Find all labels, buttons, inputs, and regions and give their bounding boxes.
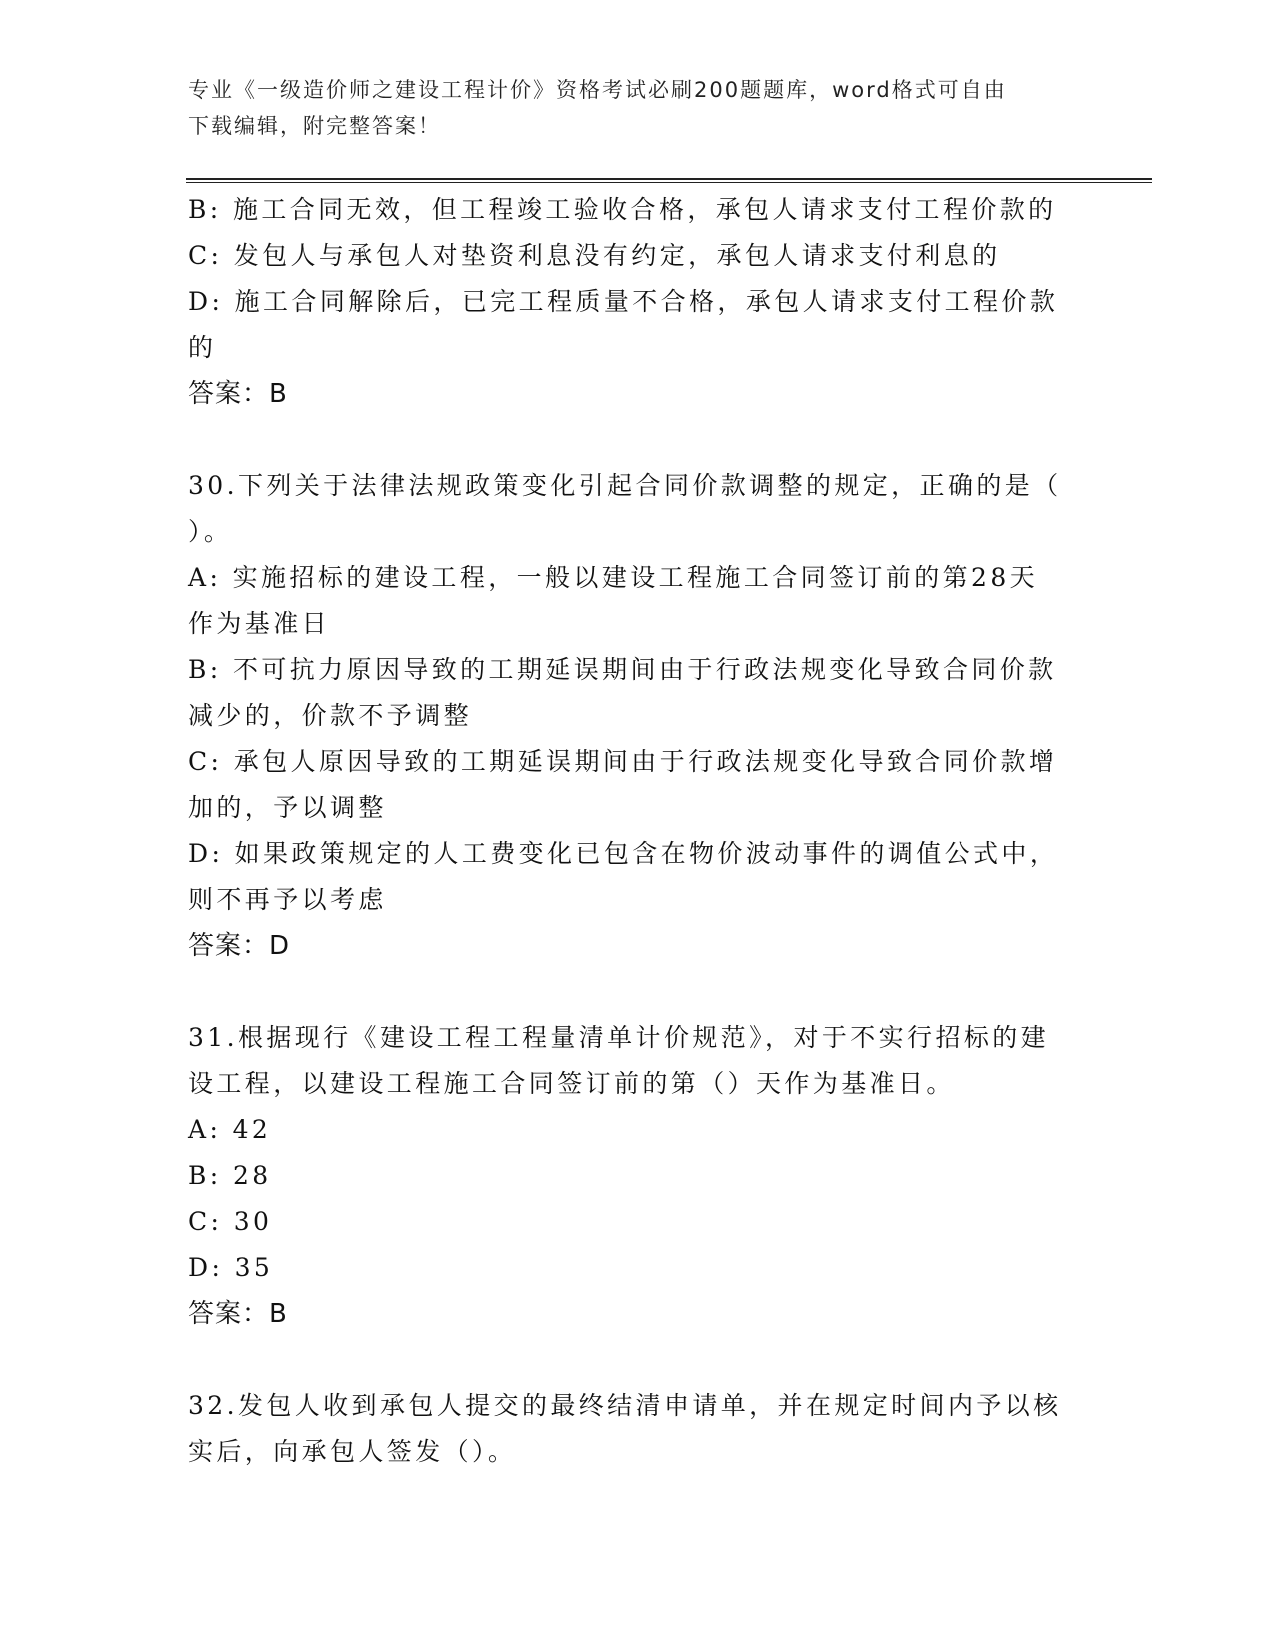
q30-option-d-line1: D: 如果政策规定的人工费变化已包含在物价波动事件的调值公式中，: [188, 839, 1059, 868]
q32-stem-line2: 实后，向承包人签发（）。: [188, 1437, 517, 1466]
spacer: [188, 969, 1088, 1015]
q30-answer: 答案：D: [188, 931, 291, 961]
question-29-tail: [188, 187, 1088, 417]
q30-option-b-line1: B: 不可抗力原因导致的工期延误期间由于行政法规变化导致合同价款: [188, 655, 1057, 684]
q30-option-c-line1: C: 承包人原因导致的工期延误期间由于行政法规变化导致合同价款增: [188, 747, 1058, 776]
q29-answer: 答案：B: [188, 379, 288, 409]
q30-stem-line1: 30.下列关于法律法规政策变化引起合同价款调整的规定，正确的是（: [188, 471, 1062, 500]
question-30: [188, 463, 1088, 969]
q31-option-c: C: 30: [188, 1207, 273, 1236]
question-31: [188, 1015, 1088, 1337]
header-divider-thin: [186, 182, 1152, 183]
q30-option-b-line2: 减少的，价款不予调整: [188, 701, 473, 730]
q29-option-b: B: 施工合同无效，但工程竣工验收合格，承包人请求支付工程价款的: [188, 195, 1057, 224]
q29-option-d-line2: 的: [188, 333, 217, 362]
q31-option-a: A: 42: [188, 1115, 272, 1144]
q30-option-a-line2: 作为基准日: [188, 609, 331, 638]
q31-stem-line2: 设工程，以建设工程施工合同签订前的第（）天作为基准日。: [188, 1069, 955, 1098]
q31-stem-line1: 31.根据现行《建设工程工程量清单计价规范》，对于不实行招标的建: [188, 1023, 1050, 1052]
q29-option-c: C: 发包人与承包人对垫资利息没有约定，承包人请求支付利息的: [188, 241, 1001, 270]
q31-option-b: B: 28: [188, 1161, 272, 1190]
q32-stem-line1: 32.发包人收到承包人提交的最终结清申请单，并在规定时间内予以核: [188, 1391, 1062, 1420]
q30-option-c-line2: 加的，予以调整: [188, 793, 387, 822]
q31-option-d: D: 35: [188, 1253, 274, 1282]
q30-option-d-line2: 则不再予以考虑: [188, 885, 387, 914]
spacer: [188, 417, 1088, 463]
question-content: [188, 187, 1088, 1475]
q30-option-a-line1: A: 实施招标的建设工程，一般以建设工程施工合同签订前的第28天: [188, 563, 1039, 592]
question-32: [188, 1383, 1088, 1475]
spacer: [188, 1337, 1088, 1383]
document-header: [188, 72, 1068, 144]
q30-stem-line2: ）。: [188, 517, 233, 546]
q29-option-d-line1: D: 施工合同解除后，已完工程质量不合格，承包人请求支付工程价款: [188, 287, 1059, 316]
q31-answer: 答案：B: [188, 1299, 288, 1329]
header-line-1: 专业《一级造价师之建设工程计价》资格考试必刷200题题库，word格式可自由: [188, 78, 1007, 102]
header-line-2: 下载编辑，附完整答案！: [188, 114, 441, 138]
header-divider: [186, 178, 1152, 180]
